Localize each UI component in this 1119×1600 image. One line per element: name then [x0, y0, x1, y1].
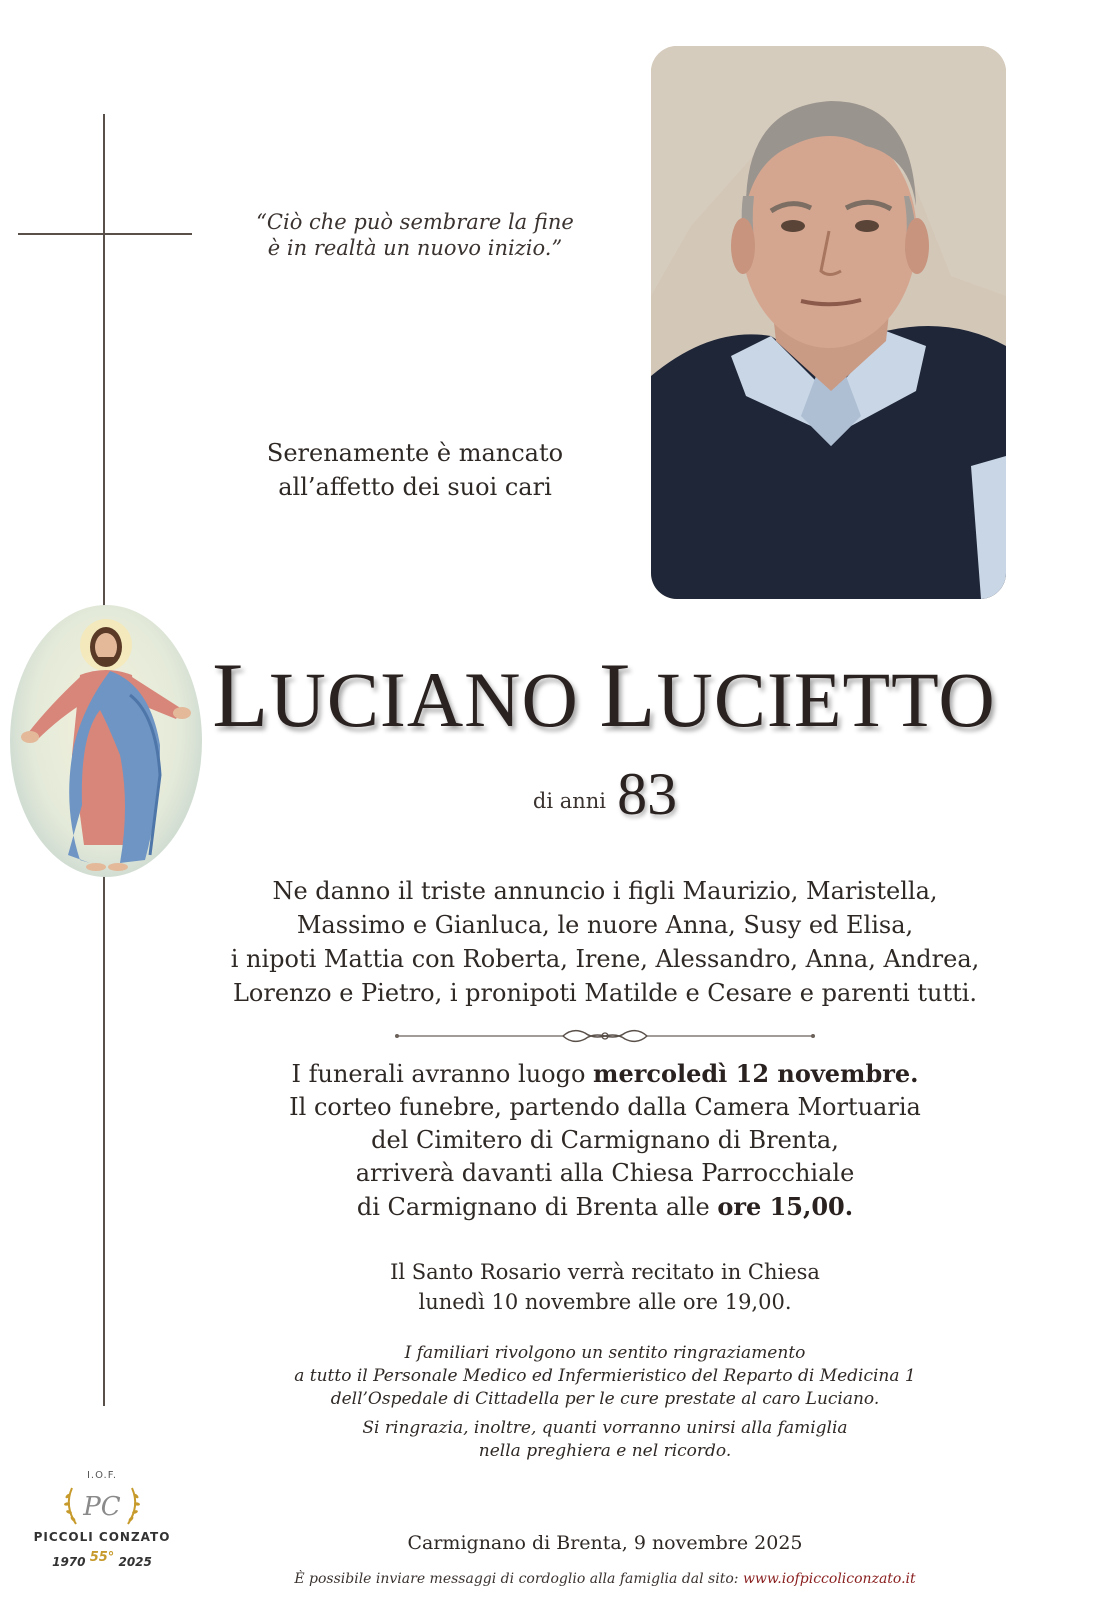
last-name-initial: L [599, 644, 657, 746]
laurel-monogram-icon [62, 1482, 142, 1528]
funeral-time: ore 15,00. [717, 1192, 854, 1221]
funeral-details [200, 1057, 1010, 1224]
condolence-footer [250, 1571, 960, 1587]
quote-line-1: “Ciò che può sembrare la fine [256, 210, 574, 234]
logo-year-start: 1970 [52, 1555, 86, 1569]
age [380, 760, 830, 829]
thanks-line-3: dell’Ospedale di Cittadella per le cure prestate al caro Luciano. [330, 1389, 880, 1409]
portrait-photo [651, 46, 1006, 599]
logo-anniversary: 55° [89, 1550, 115, 1565]
logo-year-end: 2025 [118, 1555, 152, 1569]
ornamental-divider [393, 1025, 817, 1047]
family-announcement [200, 874, 1010, 1010]
funeral-line-3: del Cimitero di Carmignano di Brenta, [371, 1126, 839, 1154]
funeral-line-1-text: I funerali avranno luogo [291, 1060, 594, 1088]
funeral-line-5 [200, 1190, 1010, 1224]
age-value: 83 [617, 761, 678, 827]
funeral-line-2: Il corteo funebre, partendo dalla Camera Mortuaria [289, 1093, 921, 1121]
announcement-line-3: i nipoti Mattia con Roberta, Irene, Alessandro, Anna, Andrea, [230, 945, 980, 973]
age-label: di anni [532, 789, 607, 813]
funeral-date: mercoledì 12 novembre. [593, 1059, 919, 1088]
logo-years [22, 1550, 182, 1570]
funeral-line-1 [200, 1057, 1010, 1091]
thanks-line-1: I familiari rivolgono un sentito ringraziamento [404, 1343, 806, 1363]
website-link[interactable]: www.iofpiccoliconzato.it [742, 1571, 916, 1587]
rosary-details [250, 1257, 960, 1317]
quote-line-2: è in realtà un nuovo inizio.” [267, 236, 563, 260]
portrait-illustration [651, 46, 1006, 599]
announcement-line-2: Massimo e Gianluca, le nuore Anna, Susy ed Elisa, [296, 911, 914, 939]
funeral-line-5-text: di Carmignano di Brenta alle [356, 1193, 718, 1221]
first-name-initial: L [212, 644, 270, 746]
intro-line-2: all’affetto dei suoi cari [278, 473, 552, 501]
announcement-line-4: Lorenzo e Pietro, i pronipoti Matilde e Cesare e parenti tutti. [232, 979, 978, 1007]
acknowledgements [200, 1342, 1010, 1463]
funeral-line-4: arriverà davanti alla Chiesa Parrocchiale [355, 1159, 855, 1187]
funeral-home-logo [22, 1470, 182, 1590]
thanks-line-4: Si ringrazia, inoltre, quanti vorranno unirsi alla famiglia [362, 1418, 848, 1438]
thanks-line-2: a tutto il Personale Medico ed Infermieristico del Reparto di Medicina 1 [294, 1366, 916, 1386]
rosary-line-2: lunedì 10 novembre alle ore 19,00. [418, 1290, 792, 1314]
deceased-name [150, 644, 1058, 746]
intro-text [230, 436, 600, 504]
announcement-line-1: Ne danno il triste annuncio i figli Maurizio, Maristella, [272, 877, 938, 905]
quote [230, 209, 600, 261]
logo-monogram: PC [83, 1492, 121, 1522]
rosary-line-1: Il Santo Rosario verrà recitato in Chiesa [390, 1260, 820, 1284]
place-date: Carmignano di Brenta, 9 novembre 2025 [407, 1532, 803, 1554]
first-name-rest: UCIANO [269, 656, 579, 743]
intro-line-1: Serenamente è mancato [266, 439, 564, 467]
footer-text: È possibile inviare messaggi di cordoglio alla famiglia dal sito: [294, 1571, 743, 1587]
cross-horizontal-line [18, 233, 192, 235]
thanks-line-5: nella preghiera e nel ricordo. [478, 1441, 732, 1461]
logo-brand: PICCOLI CONZATO [33, 1530, 171, 1544]
logo-iof: I.O.F. [86, 1470, 118, 1481]
last-name-rest: UCIETTO [656, 656, 996, 743]
